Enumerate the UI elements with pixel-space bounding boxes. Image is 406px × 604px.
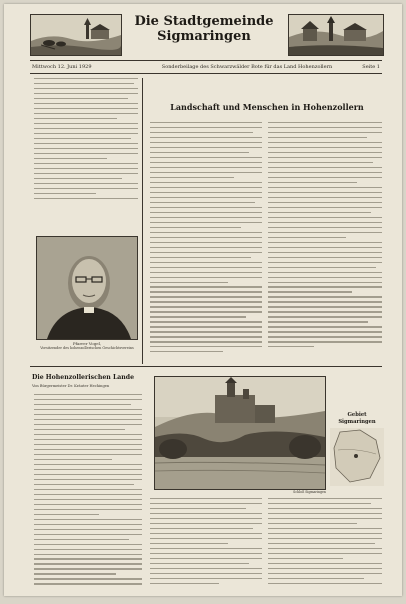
lower-article-column-2 — [268, 498, 382, 590]
masthead-title-line1: Die Stadtgemeinde — [134, 14, 274, 29]
masthead-illustration-left — [30, 14, 122, 56]
side-box-line1: Gebiet — [347, 412, 367, 418]
portrait-man-icon — [37, 237, 137, 339]
second-article-column — [34, 394, 142, 590]
side-box-map — [330, 428, 384, 486]
portrait-caption — [34, 341, 140, 350]
map-outline-icon — [330, 428, 384, 486]
newspaper-page — [4, 4, 402, 596]
side-box-title — [328, 412, 386, 425]
farm-scene-icon — [31, 15, 121, 55]
second-article-byline: Von Bürgermeister Dr. Kräuter Hechingen — [32, 384, 110, 388]
masthead-title-line2: Sigmaringen — [157, 29, 251, 44]
castle-landscape-icon — [155, 377, 325, 489]
main-article-headline: Landschaft und Menschen in Hohenzollern — [170, 102, 364, 112]
issue-date: Mittwoch 12. Juni 1929 — [32, 64, 92, 70]
intro-text-column — [34, 78, 138, 204]
lower-article-column-1 — [150, 498, 262, 590]
portrait-caption-role: Vorsitzender des hohenzollerischen Geschichtsvereins — [40, 346, 134, 350]
section-divider — [30, 366, 382, 367]
column-divider — [142, 78, 143, 364]
portrait-photo — [36, 236, 138, 340]
page-number: Seite 1 — [362, 64, 380, 70]
main-article-column-1 — [150, 122, 262, 358]
main-article-column-2 — [268, 122, 382, 358]
castle-photo — [154, 376, 326, 490]
portrait-caption-name: Pfarrer Vogel, — [72, 341, 102, 346]
masthead-illustration-right — [288, 14, 384, 56]
supplement-note: Sonderbeilage des Schwarzwälder Bote für das Land Hohenzollern — [161, 64, 333, 70]
subheader-bar — [30, 60, 382, 74]
castle-photo-credit: Schloß Sigmaringen — [293, 490, 326, 494]
second-article-headline: Die Hohenzollerischen Lande — [32, 374, 135, 381]
town-scene-icon — [289, 15, 383, 55]
masthead-title — [124, 14, 284, 44]
side-box-line2: Sigmaringen — [338, 418, 376, 425]
